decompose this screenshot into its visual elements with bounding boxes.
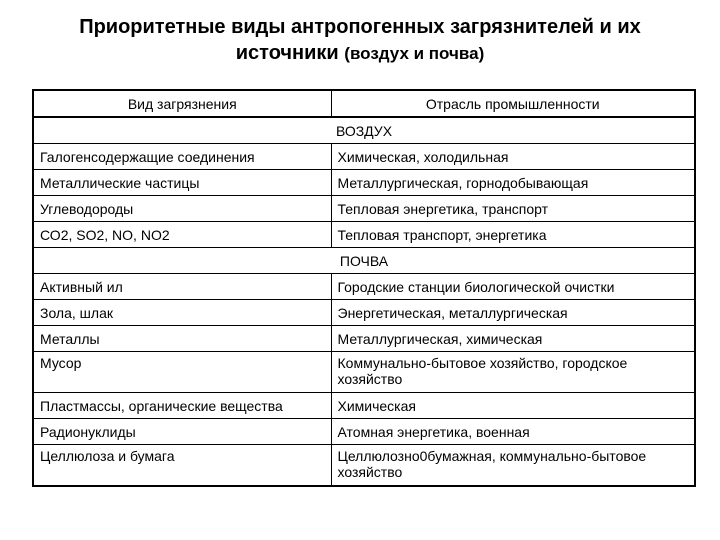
page-title: [0, 14, 720, 67]
table-row: [33, 393, 695, 419]
table-row: [33, 170, 695, 196]
pollutant-cell: Активный ил: [33, 274, 331, 300]
industry-cell: Металлургическая, химическая: [331, 326, 695, 352]
pollutant-cell: СО2, SO2, NO, NO2: [33, 222, 331, 248]
table-row: [33, 445, 695, 487]
title-line-2: [0, 40, 720, 67]
title-main: источники: [235, 42, 339, 64]
table-header-row: [33, 90, 695, 117]
table-row: [33, 326, 695, 352]
pollutant-cell: Зола, шлак: [33, 300, 331, 326]
industry-cell: Химическая: [331, 393, 695, 419]
industry-cell: Тепловая транспорт, энергетика: [331, 222, 695, 248]
table-row: [33, 222, 695, 248]
industry-cell: Коммунально-бытовое хозяйство, городское хозяйство: [331, 352, 695, 393]
industry-cell: Тепловая энергетика, транспорт: [331, 196, 695, 222]
section-row-air: [33, 117, 695, 144]
table-row: [33, 196, 695, 222]
pollutant-cell: Металлические частицы: [33, 170, 331, 196]
pollutant-cell: Пластмассы, органические вещества: [33, 393, 331, 419]
section-row-soil: [33, 248, 695, 274]
industry-cell: Химическая, холодильная: [331, 144, 695, 170]
pollutants-table: [32, 89, 696, 487]
header-pollution-type: Вид загрязнения: [33, 90, 331, 117]
table-row: [33, 300, 695, 326]
title-subtitle: (воздух и почва): [344, 44, 485, 63]
title-line-1: Приоритетные виды антропогенных загрязнителей и их: [79, 16, 641, 38]
pollutant-cell: Мусор: [33, 352, 331, 393]
pollutant-cell: Целлюлоза и бумага: [33, 445, 331, 487]
pollutant-cell: Радионуклиды: [33, 419, 331, 445]
pollutant-cell: Металлы: [33, 326, 331, 352]
industry-cell: Энергетическая, металлургическая: [331, 300, 695, 326]
header-industry: Отрасль промышленности: [331, 90, 695, 117]
table-row: [33, 274, 695, 300]
industry-cell: Целлюлозно0бумажная, коммунально-бытовое хозяйство: [331, 445, 695, 487]
section-title: ПОЧВА: [33, 248, 695, 274]
industry-cell: Атомная энергетика, военная: [331, 419, 695, 445]
pollutant-cell: Углеводороды: [33, 196, 331, 222]
table-row: [33, 419, 695, 445]
table-row: [33, 352, 695, 393]
industry-cell: Городские станции биологической очистки: [331, 274, 695, 300]
table-row: [33, 144, 695, 170]
industry-cell: Металлургическая, горнодобывающая: [331, 170, 695, 196]
section-title: ВОЗДУХ: [33, 117, 695, 144]
pollutant-cell: Галогенсодержащие соединения: [33, 144, 331, 170]
